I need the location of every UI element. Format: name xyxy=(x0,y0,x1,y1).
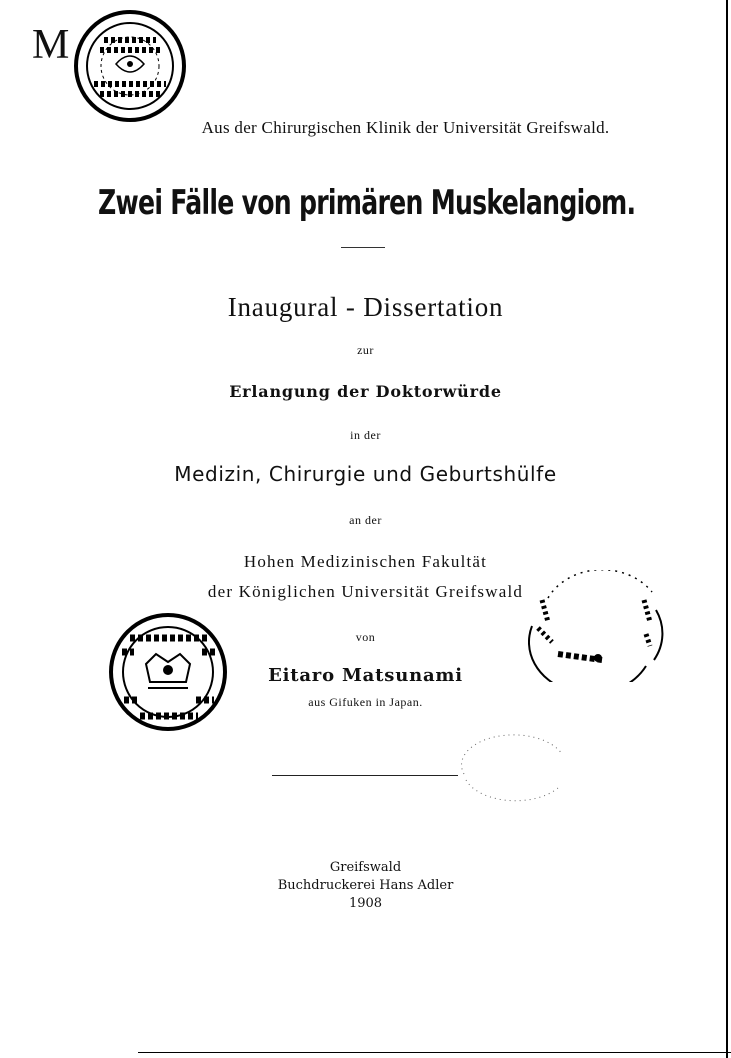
connector-an-der: an der xyxy=(349,513,382,527)
faint-stamp-mark xyxy=(458,734,568,804)
dissertation-title: Zwei Fälle von primären Muskelangiom. xyxy=(98,183,636,223)
document-type: Inaugural - Dissertation xyxy=(227,292,504,322)
scan-edge-bottom xyxy=(138,1052,731,1053)
imprint-divider xyxy=(272,775,458,776)
imprint-year: 1908 xyxy=(348,896,383,911)
library-stamp-top xyxy=(64,6,196,130)
connector-in-der: in der xyxy=(350,428,381,442)
fields-line: Medizin, Chirurgie und Geburtshülfe xyxy=(174,462,557,486)
clinic-line: Aus der Chirurgischen Klinik der Universität Greifswald. xyxy=(201,118,610,137)
margin-mark: M xyxy=(32,22,70,68)
title-divider xyxy=(341,247,385,248)
faculty-line-2: der Königlichen Universität Greifswald xyxy=(207,582,524,601)
faculty-line-1: Hohen Medizinischen Fakultät xyxy=(243,552,488,571)
imprint-printer: Buchdruckerei Hans Adler xyxy=(277,878,454,893)
connector-von: von xyxy=(355,630,376,644)
connector-zur: zur xyxy=(357,343,374,357)
author-name: Eitaro Matsunami xyxy=(268,665,463,686)
scan-edge-right xyxy=(726,0,728,1058)
imprint-city: Greifswald xyxy=(329,860,402,875)
author-origin: aus Gifuken in Japan. xyxy=(308,695,423,709)
degree-line: Erlangung der Doktorwürde xyxy=(229,382,502,401)
